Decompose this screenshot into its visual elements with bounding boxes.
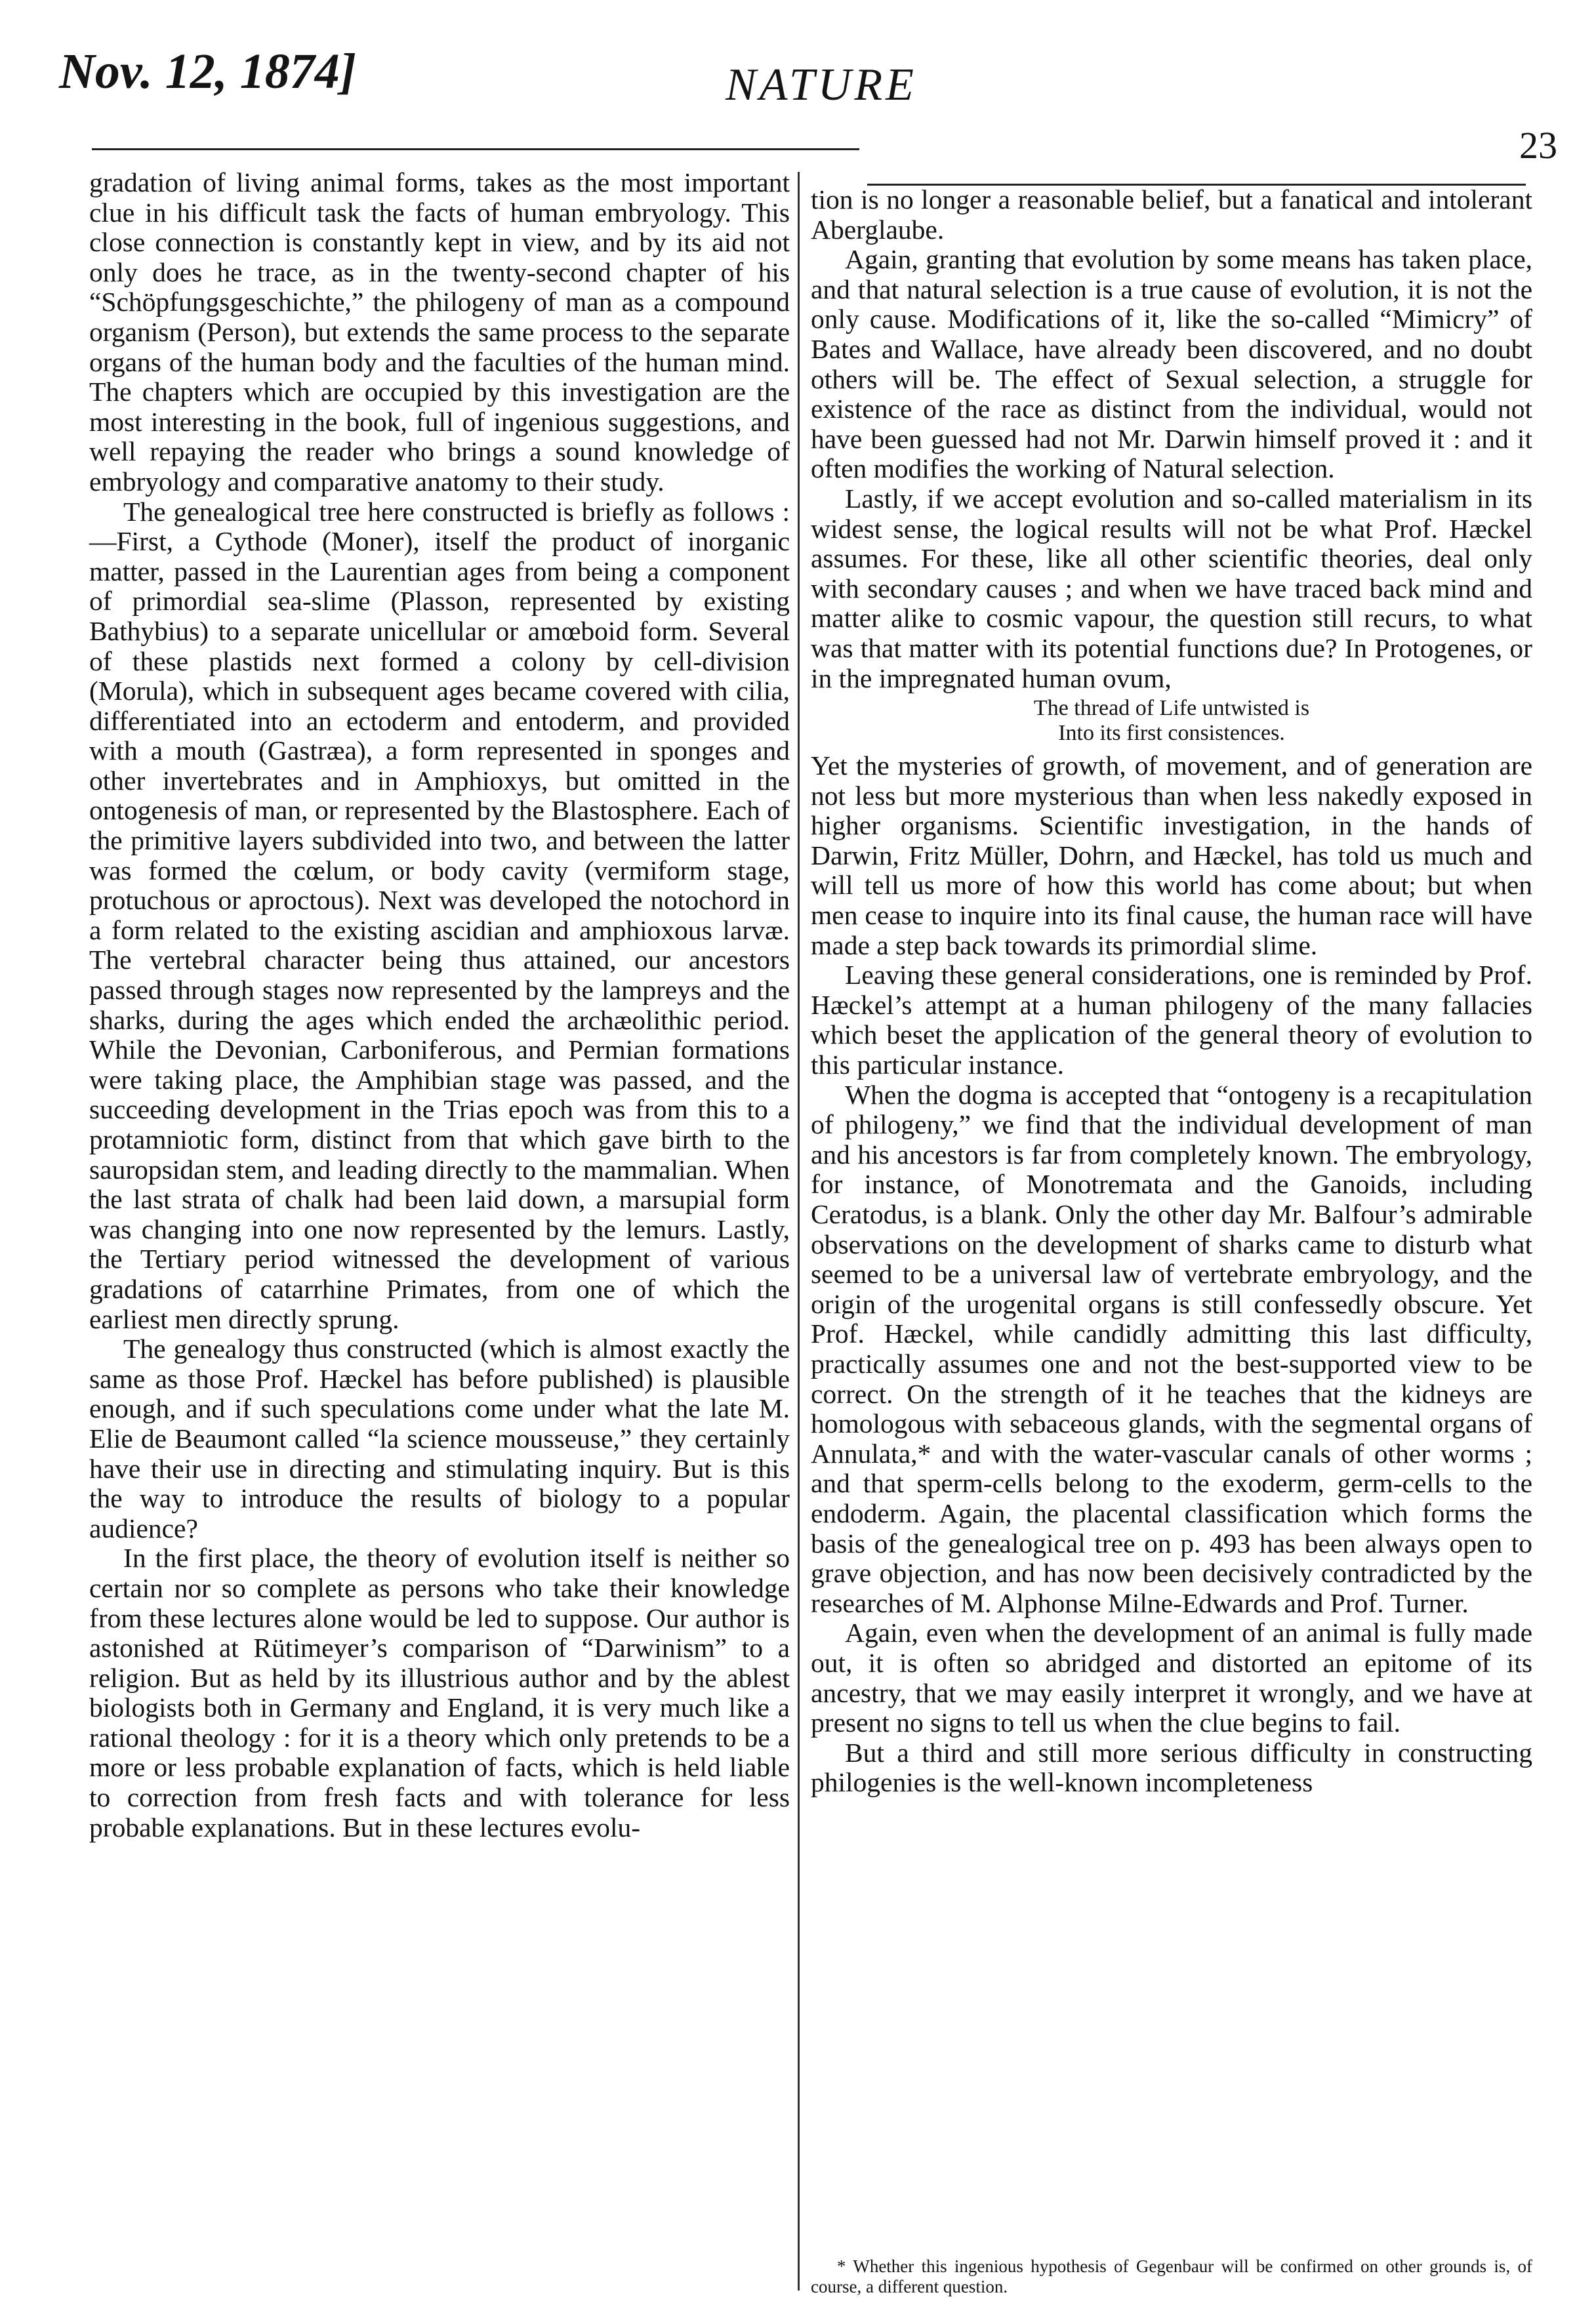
left-column — [89, 168, 790, 1843]
right-column — [811, 185, 1532, 1798]
header-rule-left — [92, 148, 859, 150]
body-paragraph: The genealogy thus constructed (which is almost exactly the same as those Prof. Hæckel has before published) is plausible enough, and if such speculations come under what the late M. Elie de Beaumont called “la science mousseuse,” they certainly have their use in directing and stimulating inquiry. But is this the way to introduce the results of biology to a popular audience? — [89, 1334, 790, 1543]
column-divider — [798, 172, 800, 2291]
verse-quotation — [811, 696, 1532, 746]
body-paragraph: tion is no longer a reasonable belief, but a fanatical and intolerant Aberglaube. — [811, 184, 1532, 245]
body-paragraph: Again, granting that evolution by some means has taken place, and that natural selection is a true cause of evolution, it is not the only cause. Modifications of it, like the so-called “Mimicry” of Bates and Wallace, have already been discovered, and no doubt others will be. The effect of Sexual selection, a struggle for existence of the race as distinct from the individual, would not have been guessed had not Mr. Darwin himself proved it : and it often modifies the working of Natural selection. — [811, 244, 1532, 484]
body-paragraph: Yet the mysteries of growth, of movement, and of generation are not less but more mysterious than when less nakedly exposed in higher organisms. Scientific investigation, in the hands of Darwin, Fritz Müller, Dohrn, and Hæckel, has told us much and will tell us more of how this world has come about; but when men cease to inquire into its final cause, the human race will have made a step back towards its primordial slime. — [811, 750, 1532, 960]
verse-line: Into its first consistences. — [1058, 721, 1285, 746]
footnote-text: * Whether this ingenious hypothesis of Gegenbaur will be confirmed on other grounds is, of course, a different question. — [811, 2256, 1532, 2296]
issue-date: Nov. 12, 1874] — [59, 44, 357, 99]
body-paragraph: Leaving these general considerations, one is reminded by Prof. Hæckel’s attempt at a human philogeny of the many fallacies which beset the application of the general theory of evolution to this particular instance. — [811, 960, 1532, 1080]
body-paragraph: In the first place, the theory of evolution itself is neither so certain nor so complete as persons who take their knowledge from these lectures alone would be led to suppose. Our author is astonished at Rütimeyer’s comparison of “Darwinism” to a religion. But as held by its illustrious author and by the ablest biologists both in Germany and England, it is very much like a rational theology : for it is a theory which only pretends to be a more or less probable explanation of facts, which is held liable to correction from fresh facts and with tolerance for less probable explanations. But in these lectures evolu- — [89, 1543, 790, 1843]
body-paragraph: gradation of living animal forms, takes as the most important clue in his difficult task the facts of human embryology. This close connection is constantly kept in view, and by its aid not only does he trace, as in the twenty-second chapter of his “Schöpfungsgeschichte,” the philogeny of man as a compound organism (Person), but extends the same process to the separate organs of the human body and the faculties of the human mind. The chapters which are occupied by this investigation are the most interesting in the book, full of ingenious suggestions, and well repaying the reader who brings a sound knowledge of embryology and comparative anatomy to their study. — [89, 167, 790, 497]
body-paragraph: Again, even when the development of an animal is fully made out, it is often so abridged and distorted an epitome of its ancestry, that we may easily interpret it wrongly, and we have at present no signs to tell us when the clue begins to fail. — [811, 1618, 1532, 1738]
verse-line: The thread of Life untwisted is — [1033, 696, 1310, 721]
page-number: 23 — [1519, 124, 1557, 167]
body-paragraph: When the dogma is accepted that “ontogeny is a recapitulation of philogeny,” we find that the individual development of man and his ancestors is far from completely known. The embryology, for instance, of Monotremata and the Ganoids, including Ceratodus, is a blank. Only the other day Mr. Balfour’s admirable observations on the development of sharks came to disturb what seemed to be a universal law of vertebrate embryology, and the origin of the urogenital organs is still confessedly obscure. Yet Prof. Hæckel, while candidly admitting this last difficulty, practically assumes one and not the best-supported view to be correct. On the strength of it he teaches that the kidneys are homologous with sebaceous glands, with the segmental organs of Annulata,* and with the water-vascular canals of other worms ; and that sperm-cells belong to the exoderm, germ-cells to the endoderm. Again, the placental classification which forms the basis of the genealogical tree on p. 493 has been always open to grave objection, and has now been decisively contradicted by the researches of M. Alphonse Milne-Edwards and Prof. Turner. — [811, 1079, 1532, 1618]
footnote — [811, 2256, 1532, 2297]
body-paragraph: Lastly, if we accept evolution and so-called materialism in its widest sense, the logical results will not be what Prof. Hæckel assumes. For these, like all other scientific theories, deal only with secondary causes ; and when we have traced back mind and matter alike to cosmic vapour, the question still recurs, to what was that matter with its potential functions due? In Protogenes, or in the impregnated human ovum, — [811, 483, 1532, 693]
body-paragraph: The genealogical tree here constructed is briefly as follows :—First, a Cythode (Moner), itself the product of inorganic matter, passed in the Laurentian ages from being a component of primordial sea-slime (Plasson, represented by existing Bathybius) to a separate unicellular or amœboid form. Several of these plastids next formed a colony by cell-division (Morula), which in subsequent ages became covered with cilia, differentiated into an ectoderm and entoderm, and provided with a mouth (Gastræa), a form represented in sponges and other invertebrates and in Amphioxys, but omitted in the ontogenesis of man, or represented by the Blastosphere. Each of the primitive layers subdivided into two, and between the latter was formed the cœlum, or body cavity (vermiform stage, protuchous or aproctous). Next was developed the notochord in a form related to the existing ascidian and amphioxous larvæ. The vertebral character being thus attained, our ancestors passed through stages now represented by the lampreys and the sharks, during the ages which ended the archæolithic period. While the Devonian, Carboniferous, and Permian formations were taking place, the Amphibian stage was passed, and the succeeding development in the Trias epoch was from this to a protamniotic form, distinct from that which gave birth to the sauropsidan stem, and leading directly to the mammalian. When the last strata of chalk had been laid down, a marsupial form was changing into one now represented by the lemurs. Lastly, the Tertiary period witnessed the development of various gradations of catarrhine Primates, from one of which the earliest men directly sprung. — [89, 496, 790, 1334]
body-paragraph: But a third and still more serious difficulty in constructing philogenies is the well-known incompleteness — [811, 1737, 1532, 1798]
journal-title: NATURE — [726, 60, 917, 110]
